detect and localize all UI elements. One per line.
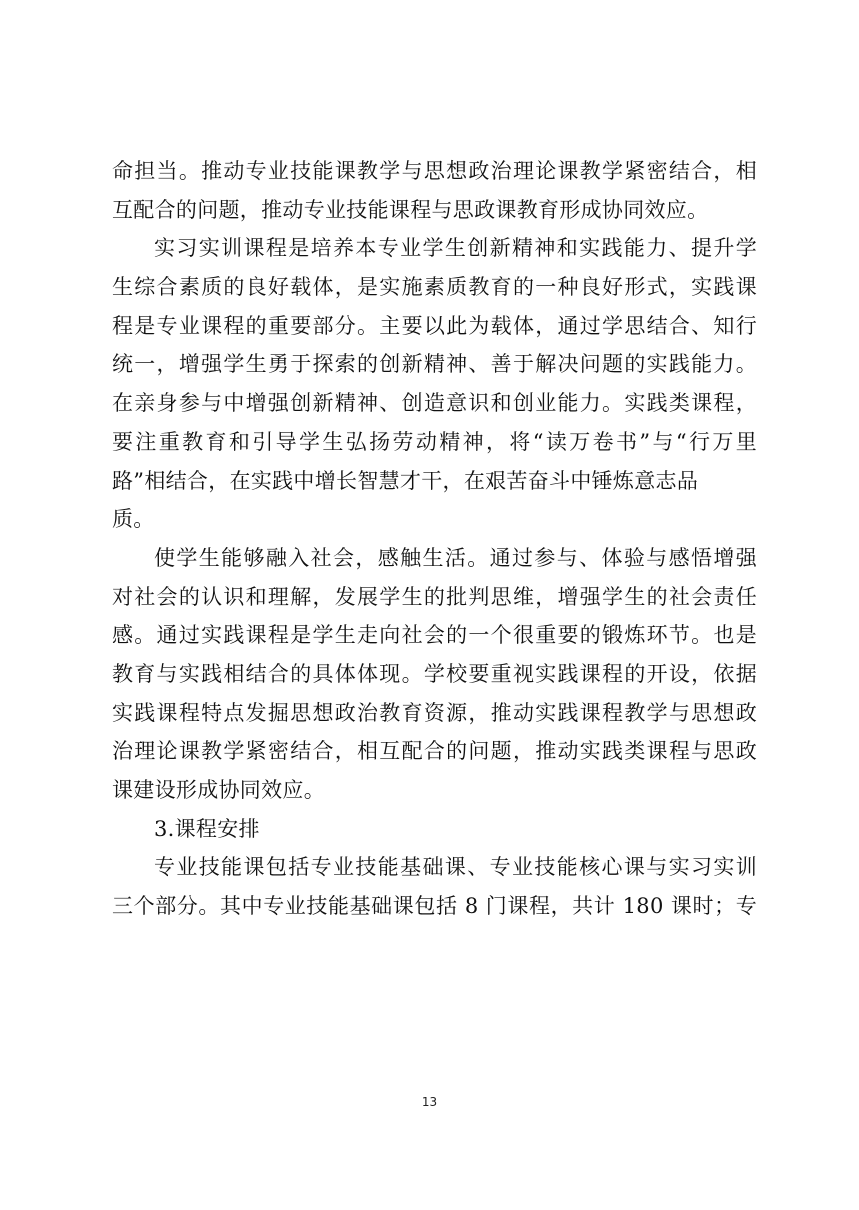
text-line: 在亲身参与中增强创新精神、创造意识和创业能力。实践类课程，	[112, 391, 757, 416]
section-heading-text: 3.课程安排	[154, 816, 260, 841]
paragraph	[112, 229, 757, 539]
text-line: 感。通过实践课程是学生走向社会的一个很重要的锻炼环节。也是	[112, 623, 757, 648]
text-line: 实践课程特点发掘思想政治教育资源，推动实践课程教学与思想政	[112, 700, 757, 725]
text-line: 要注重教育和引导学生弘扬劳动精神，将“读万卷书”与“行万里	[112, 429, 757, 454]
text-line: 课建设形成协同效应。	[112, 778, 325, 802]
paragraph	[112, 539, 757, 810]
text-line: 程是专业课程的重要部分。主要以此为载体，通过学思结合、知行	[112, 313, 757, 338]
text-line: 三个部分。其中专业技能基础课包括 8 门课程，共计 180 课时；专	[112, 894, 757, 919]
text-line: 生综合素质的良好载体，是实施素质教育的一种良好形式，实践课	[112, 275, 757, 300]
text-line: 治理论课教学紧密结合，相互配合的问题，推动实践类课程与思政	[112, 739, 757, 764]
text-line: 互配合的问题，推动专业技能课程与思政课教育形成协同效应。	[112, 197, 709, 222]
text-line: 实习实训课程是培养本专业学生创新精神和实践能力、提升学	[154, 236, 757, 261]
text-line: 使学生能够融入社会，感触生活。通过参与、体验与感悟增强	[154, 545, 757, 570]
text-line: 统一，增强学生勇于探索的创新精神、善于解决问题的实践能力。	[112, 352, 757, 377]
text-line: 质。	[112, 507, 155, 532]
text-line: 对社会的认识和理解，发展学生的批判思维，增强学生的社会责任	[112, 584, 757, 609]
text-line: 教育与实践相结合的具体体现。学校要重视实践课程的开设，依据	[112, 661, 757, 686]
paragraph	[112, 848, 757, 925]
section-heading	[112, 810, 757, 849]
text-line: 专业技能课包括专业技能基础课、专业技能核心课与实习实训	[154, 855, 757, 880]
page-number: 13	[421, 1095, 438, 1109]
document-body	[112, 152, 757, 926]
paragraph	[112, 152, 757, 229]
text-line: 命担当。推动专业技能课教学与思想政治理论课教学紧密结合，相	[112, 159, 757, 183]
text-line: 路”相结合，在实践中增长智慧才干，在艰苦奋斗中锤炼意志品	[112, 468, 699, 493]
